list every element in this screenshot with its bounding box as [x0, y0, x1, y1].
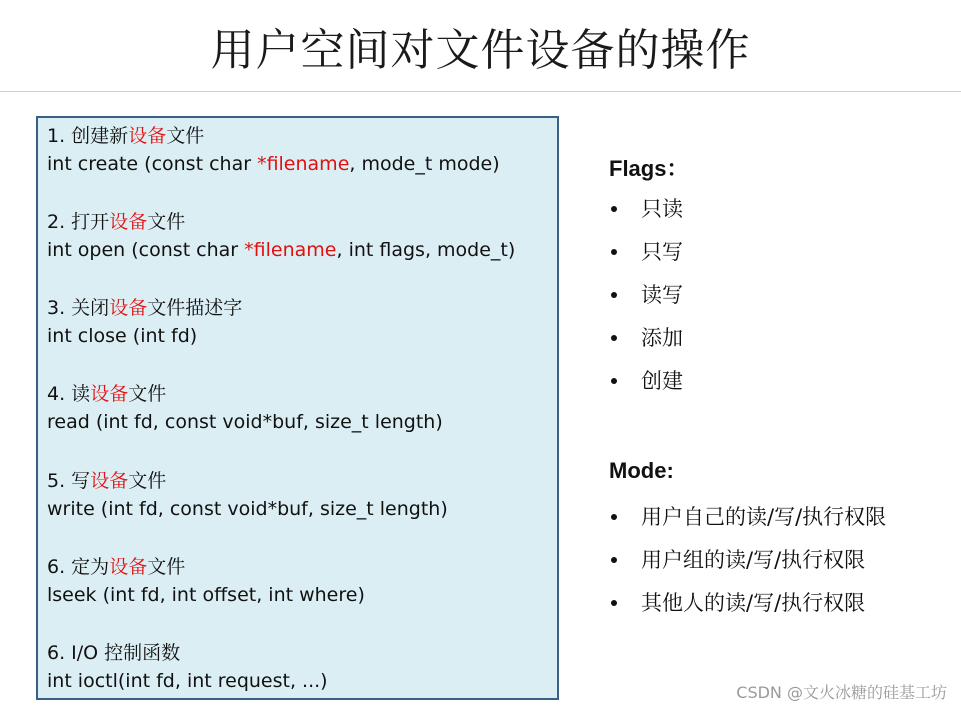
- operation-heading: 5. 写设备文件: [47, 470, 167, 492]
- operation-heading: 4. 读设备文件: [47, 383, 167, 405]
- operation-signature: write (int fd, const void*buf, size_t length): [47, 498, 448, 520]
- operation-heading: 1. 创建新设备文件: [47, 125, 205, 147]
- bullet-icon: [611, 335, 617, 341]
- bullet-icon: [611, 514, 617, 520]
- bullet-icon: [611, 378, 617, 384]
- bullet-icon: [611, 249, 617, 255]
- operation-item: [47, 208, 515, 264]
- operation-signature: read (int fd, const void*buf, size_t length): [47, 411, 443, 433]
- operation-heading: 2. 打开设备文件: [47, 211, 186, 233]
- watermark: CSDN @文火冰糖的硅基工坊: [736, 683, 947, 702]
- operation-heading: 3. 关闭设备文件描述字: [47, 297, 243, 319]
- operation-item: [47, 467, 448, 523]
- operation-item: [47, 553, 365, 609]
- operation-heading: 6. I/O 控制函数: [47, 642, 181, 664]
- mode-heading: Mode:: [609, 458, 674, 483]
- bullet-icon: [611, 206, 617, 212]
- operation-signature: int open (const char *filename, int flags, mode_t): [47, 239, 516, 261]
- bullet-icon: [611, 292, 617, 298]
- operation-signature: int create (const char *filename, mode_t mode): [47, 153, 500, 175]
- operation-item: [47, 122, 500, 178]
- operation-signature: int close (int fd): [47, 325, 198, 347]
- operations-panel: [36, 116, 559, 700]
- operation-signature: lseek (int fd, int offset, int where): [47, 584, 365, 606]
- operation-heading: 6. 定为设备文件: [47, 556, 186, 578]
- operation-item: [47, 380, 443, 436]
- bullet-icon: [611, 600, 617, 606]
- bullet-icon: [611, 557, 617, 563]
- flags-heading: Flags：: [609, 156, 689, 181]
- operation-item: [47, 639, 328, 695]
- page-title: 用户空间对文件设备的操作: [210, 25, 751, 76]
- title-divider: [0, 91, 961, 92]
- operation-item: [47, 294, 242, 350]
- operation-signature: int ioctl(int fd, int request, ...): [47, 670, 328, 692]
